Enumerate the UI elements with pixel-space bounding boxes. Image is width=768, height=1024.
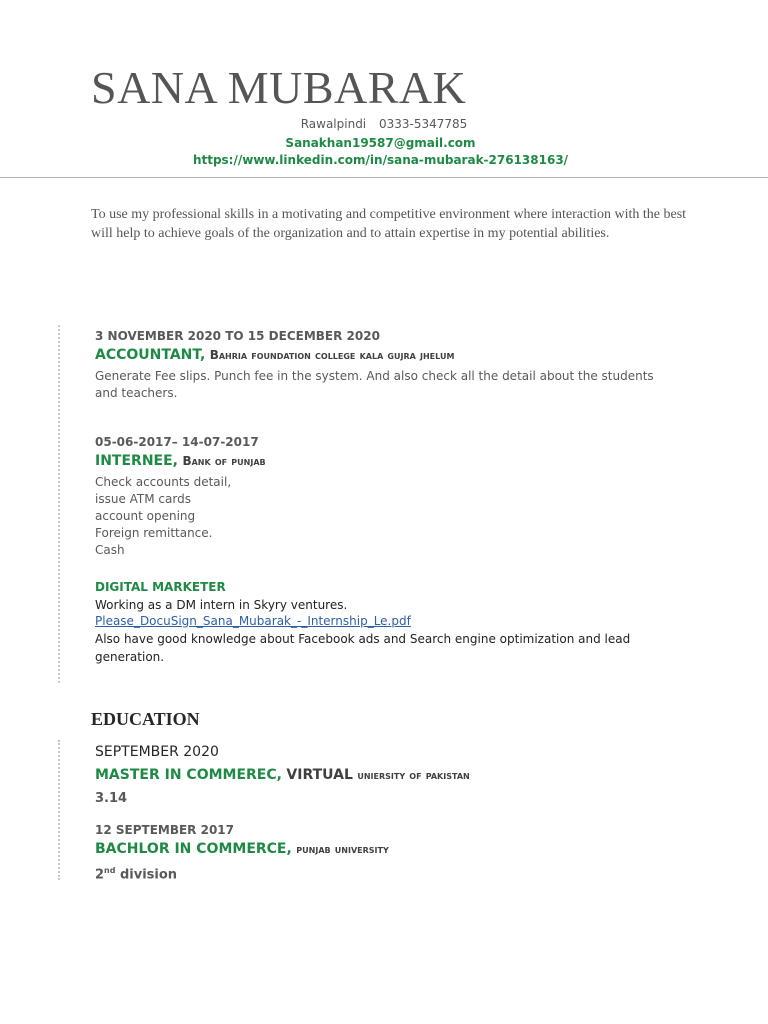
experience-2-title: INTERNEE, <box>95 453 178 469</box>
experience-timeline-bar <box>58 325 60 683</box>
education-2-grade <box>95 862 177 884</box>
experience-1-role <box>95 346 454 364</box>
experience-1-dates: 3 NOVEMBER 2020 TO 15 DECEMBER 2020 <box>95 329 380 343</box>
education-1-org-prefix: VIRTUAL <box>286 767 353 783</box>
experience-3-title: DIGITAL MARKETER <box>95 580 226 594</box>
duty-item: Foreign remittance. <box>95 526 213 540</box>
duty-item: issue ATM cards <box>95 492 191 506</box>
grade-ordinal: nd <box>104 866 116 875</box>
objective-paragraph: To use my professional skills in a motivating and competitive environment where interaction with the best will help to achieve goals of the organization and to attain expertise in my potential abilities. <box>91 207 687 241</box>
education-2-date: 12 SEPTEMBER 2017 <box>95 823 234 837</box>
duty-item: account opening <box>95 509 196 523</box>
contact-line <box>0 116 768 132</box>
header-divider <box>0 177 768 178</box>
experience-2-org: Bank of punjab <box>182 454 266 468</box>
linkedin-url[interactable]: https://www.linkedin.com/in/sana-mubarak-276138163/ <box>192 153 569 167</box>
education-1-degree <box>95 766 470 784</box>
experience-3-line: Working as a DM intern in Skyry ventures. <box>95 598 348 612</box>
education-1-grade: 3.14 <box>95 791 128 806</box>
grade-text: division <box>115 867 178 883</box>
education-2-title: BACHLOR IN COMMERCE, <box>95 841 292 857</box>
education-1-org: uniersity of pakistan <box>357 768 470 782</box>
education-1-date: SEPTEMBER 2020 <box>95 744 219 760</box>
phone-number: 0333-5347785 <box>378 117 468 131</box>
docusign-document-link[interactable]: Please_DocuSign_Sana_Mubarak_-_Internship_Le.pdf <box>95 614 411 628</box>
education-2-degree <box>95 840 389 858</box>
education-2-org: punjab university <box>296 842 389 856</box>
experience-1-title: ACCOUNTANT, <box>95 347 206 363</box>
candidate-name: SANA MUBARAK <box>91 62 467 113</box>
education-heading: EDUCATION <box>91 709 200 729</box>
experience-1-org: Bahria foundation college kala gujra jhelum <box>209 348 455 362</box>
experience-2-duties <box>95 474 231 559</box>
grade-number: 2 <box>95 867 105 883</box>
experience-3-description: Also have good knowledge about Facebook ads and Search engine optimization and lead generation. <box>95 632 631 664</box>
city: Rawalpindi <box>300 117 367 131</box>
experience-2-dates: 05-06-2017– 14-07-2017 <box>95 435 259 449</box>
experience-1-description: Generate Fee slips. Punch fee in the system. And also check all the detail about the students and teachers. <box>95 369 654 400</box>
duty-item: Cash <box>95 543 125 557</box>
education-timeline-bar <box>58 740 60 880</box>
education-1-title: MASTER IN COMMEREC, <box>95 767 282 783</box>
duty-item: Check accounts detail, <box>95 475 232 489</box>
experience-2-role <box>95 452 266 470</box>
email-address[interactable]: Sanakhan19587@gmail.com <box>285 136 476 150</box>
